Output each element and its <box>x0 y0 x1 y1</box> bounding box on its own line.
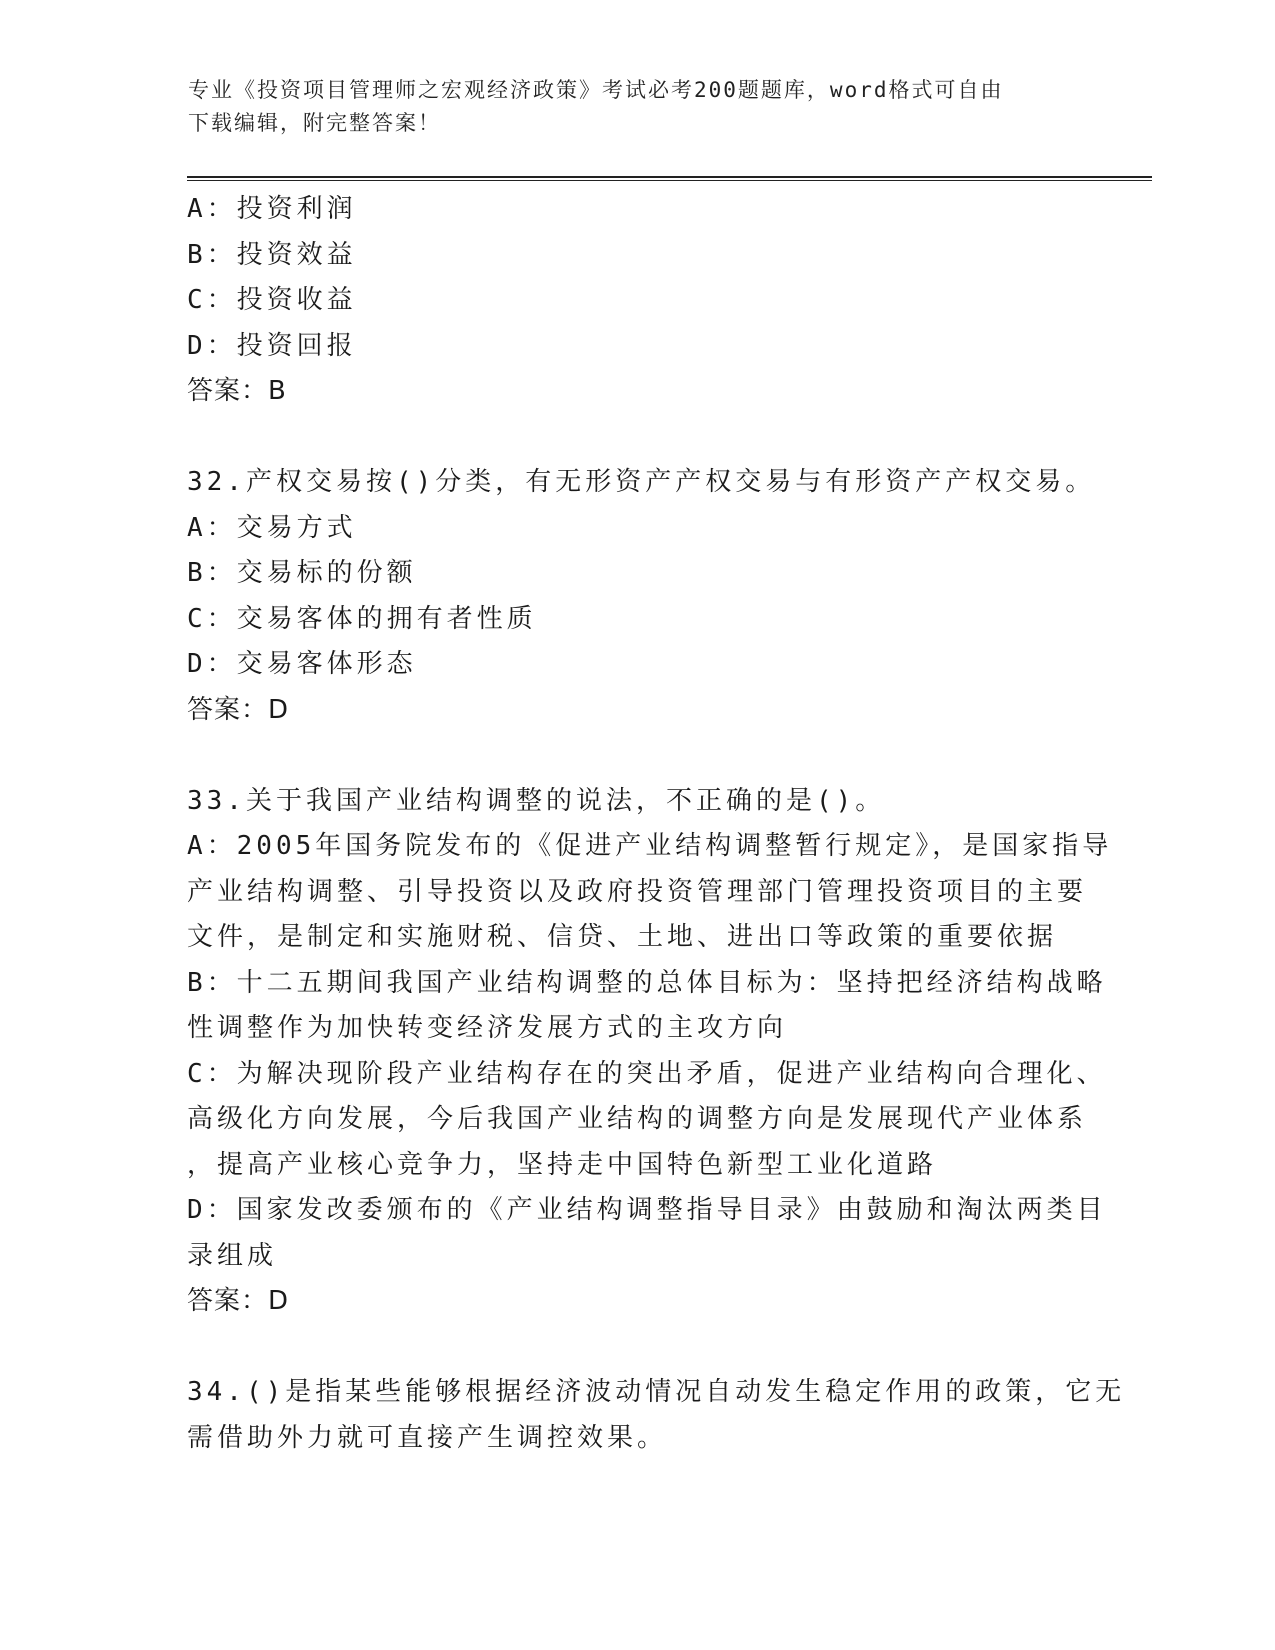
option-b: B：投资效益 <box>187 239 357 270</box>
document-header <box>188 74 1078 140</box>
option-a: A：投资利润 <box>187 194 357 224</box>
option-d: D：交易客体形态 <box>187 649 417 679</box>
question-text: 33.关于我国产业结构调整的说法，不正确的是()。 <box>187 785 886 816</box>
question-31 <box>187 187 1087 415</box>
question-text: 32.产权交易按()分类，有无形资产产权交易与有形资产产权交易。 <box>187 467 1096 497</box>
option-b: B：交易标的份额 <box>187 558 417 588</box>
option-a-line: 文件，是制定和实施财税、信贷、土地、进出口等政策的重要依据 <box>187 922 1058 952</box>
question-list <box>187 187 1126 1461</box>
option-d-line: D：国家发改委颁布的《产业结构调整指导目录》由鼓励和淘汰两类目 <box>187 1195 1107 1225</box>
question-34 <box>187 1370 1126 1461</box>
option-c-line: ，提高产业核心竞争力，坚持走中国特色新型工业化道路 <box>187 1149 938 1180</box>
question-33 <box>187 779 1113 1325</box>
question-text-line: 34.()是指某些能够根据经济波动情况自动发生稳定作用的政策，它无 <box>187 1377 1126 1407</box>
answer: 答案：B <box>187 376 287 406</box>
option-c-line: 高级化方向发展，今后我国产业结构的调整方向是发展现代产业体系 <box>187 1104 1088 1134</box>
option-b-line: B：十二五期间我国产业结构调整的总体目标为：坚持把经济结构战略 <box>187 967 1107 998</box>
option-a-line: 产业结构调整、引导投资以及政府投资管理部门管理投资项目的主要 <box>187 876 1088 907</box>
option-d-line: 录组成 <box>187 1240 278 1271</box>
spacer <box>187 415 1087 461</box>
answer: 答案：D <box>187 694 290 725</box>
option-a: A：交易方式 <box>187 512 357 543</box>
question-32 <box>187 460 1096 733</box>
spacer <box>187 1325 1087 1371</box>
header-line-2: 下载编辑，附完整答案！ <box>188 111 441 135</box>
option-c: C：交易客体的拥有者性质 <box>187 603 537 634</box>
option-b-line: 性调整作为加快转变经济发展方式的主攻方向 <box>187 1013 788 1043</box>
option-a-line: A：2005年国务院发布的《促进产业结构调整暂行规定》，是国家指导 <box>187 831 1113 861</box>
answer: 答案：D <box>187 1286 290 1316</box>
spacer <box>187 733 1087 779</box>
question-text-line: 需借助外力就可直接产生调控效果。 <box>187 1422 668 1453</box>
option-c-line: C：为解决现阶段产业结构存在的突出矛盾，促进产业结构向合理化、 <box>187 1058 1107 1089</box>
header-divider <box>187 176 1152 181</box>
option-c: C：投资收益 <box>187 285 357 315</box>
header-line-1: 专业《投资项目管理师之宏观经济政策》考试必考200题题库，word格式可自由 <box>188 78 1004 102</box>
option-d: D：投资回报 <box>187 330 357 361</box>
